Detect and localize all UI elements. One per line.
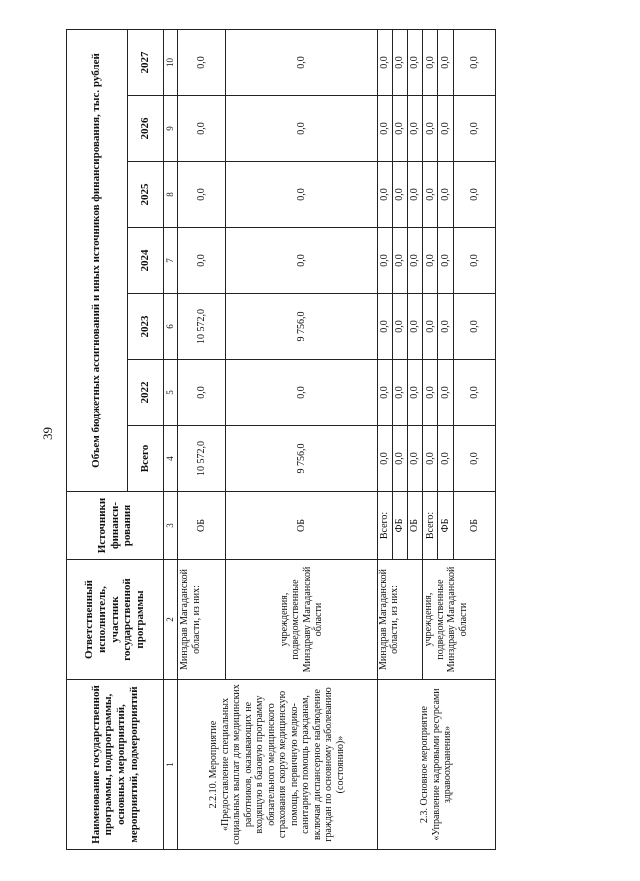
header-source: Источники финанси-рования <box>67 492 164 560</box>
value-cell: 0,0 <box>453 426 495 492</box>
value-cell: 0,0 <box>226 360 377 426</box>
value-cell: 0,0 <box>438 96 453 162</box>
header-year: 2023 <box>127 294 163 360</box>
value-cell: 0,0 <box>377 294 392 360</box>
source-cell: Всего: <box>377 492 392 560</box>
column-number: 8 <box>163 162 177 228</box>
source-cell: Всего: <box>423 492 438 560</box>
value-cell: 0,0 <box>178 29 226 95</box>
value-cell: 0,0 <box>377 29 392 95</box>
executor-cell: учреждения, подведомственные Минздраву Магаданской области <box>226 560 377 680</box>
value-cell: 0,0 <box>453 162 495 228</box>
column-number: 9 <box>163 96 177 162</box>
value-cell: 0,0 <box>453 294 495 360</box>
column-number: 10 <box>163 29 177 95</box>
value-cell: 0,0 <box>453 360 495 426</box>
value-cell: 0,0 <box>408 228 423 294</box>
value-cell: 0,0 <box>393 360 408 426</box>
source-cell: ОБ <box>408 492 423 560</box>
value-cell: 0,0 <box>423 360 438 426</box>
header-year: 2027 <box>127 29 163 95</box>
value-cell: 0,0 <box>438 162 453 228</box>
source-cell: ОБ <box>226 492 377 560</box>
value-cell: 0,0 <box>423 162 438 228</box>
value-cell: 0,0 <box>226 162 377 228</box>
value-cell: 0,0 <box>423 294 438 360</box>
value-cell: 9 756,0 <box>226 426 377 492</box>
value-cell: 0,0 <box>377 228 392 294</box>
value-cell: 0,0 <box>393 426 408 492</box>
source-cell: ФБ <box>393 492 408 560</box>
value-cell: 0,0 <box>393 29 408 95</box>
value-cell: 0,0 <box>393 228 408 294</box>
value-cell: 0,0 <box>226 228 377 294</box>
value-cell: 0,0 <box>438 426 453 492</box>
column-number: 4 <box>163 426 177 492</box>
header-funding: Объем бюджетных ассигнований и иных источников финансирования, тыс. рублей <box>67 29 128 491</box>
value-cell: 0,0 <box>423 29 438 95</box>
column-number: 5 <box>163 360 177 426</box>
executor-cell: Минздрав Магаданской области, из них: <box>377 560 422 680</box>
value-cell: 0,0 <box>453 96 495 162</box>
rotated-table-container <box>66 30 496 850</box>
value-cell: 0,0 <box>408 29 423 95</box>
funding-table <box>66 29 496 850</box>
value-cell: 10 572,0 <box>178 426 226 492</box>
header-year: 2026 <box>127 96 163 162</box>
column-number: 2 <box>163 560 177 680</box>
value-cell: 0,0 <box>438 294 453 360</box>
value-cell: 0,0 <box>423 426 438 492</box>
value-cell: 0,0 <box>178 228 226 294</box>
executor-cell: учреждения, подведомственные Минздраву Магаданской области <box>423 560 496 680</box>
value-cell: 0,0 <box>423 228 438 294</box>
value-cell: 0,0 <box>377 360 392 426</box>
value-cell: 0,0 <box>438 360 453 426</box>
row-name: 2.2.10. Мероприятие «Предоставление специальных социальных выплат для медицинских работников, оказывающих не входящую в базовую программу обязательного медицинского страхования скорую медицинскую помощь, первичную медико-санитарную помощь гражданам, включая диспансерное наблюдение граждан по основному заболеванию (состоянию)» <box>178 680 378 850</box>
value-cell: 0,0 <box>408 294 423 360</box>
page-number: 39 <box>40 427 55 440</box>
value-cell: 0,0 <box>423 96 438 162</box>
source-cell: ФБ <box>438 492 453 560</box>
value-cell: 0,0 <box>377 426 392 492</box>
column-number: 1 <box>163 680 177 850</box>
value-cell: 9 756,0 <box>226 294 377 360</box>
value-cell: 0,0 <box>408 360 423 426</box>
value-cell: 0,0 <box>377 162 392 228</box>
value-cell: 0,0 <box>408 162 423 228</box>
source-cell: ОБ <box>178 492 226 560</box>
value-cell: 0,0 <box>453 228 495 294</box>
column-number: 3 <box>163 492 177 560</box>
executor-cell: Минздрав Магаданской области, из них: <box>178 560 226 680</box>
value-cell: 0,0 <box>226 96 377 162</box>
header-year: 2024 <box>127 228 163 294</box>
header-year: 2022 <box>127 360 163 426</box>
value-cell: 0,0 <box>377 96 392 162</box>
source-cell: ОБ <box>453 492 495 560</box>
value-cell: 0,0 <box>438 29 453 95</box>
column-number: 7 <box>163 228 177 294</box>
header-year: Всего <box>127 426 163 492</box>
row-name: 2.3. Основное мероприятие «Управление кадровыми ресурсами здравоохранения» <box>377 680 495 850</box>
value-cell: 10 572,0 <box>178 294 226 360</box>
value-cell: 0,0 <box>393 162 408 228</box>
header-executor: Ответственный исполнитель, участник государственной программы <box>67 560 164 680</box>
value-cell: 0,0 <box>178 360 226 426</box>
value-cell: 0,0 <box>438 228 453 294</box>
value-cell: 0,0 <box>178 162 226 228</box>
header-name: Наименование государственной программы, подпрограммы, основных мероприятий, мероприятий, подмероприятий <box>67 680 164 850</box>
value-cell: 0,0 <box>408 426 423 492</box>
column-number: 6 <box>163 294 177 360</box>
value-cell: 0,0 <box>453 29 495 95</box>
value-cell: 0,0 <box>226 29 377 95</box>
value-cell: 0,0 <box>393 294 408 360</box>
value-cell: 0,0 <box>408 96 423 162</box>
value-cell: 0,0 <box>393 96 408 162</box>
header-year: 2025 <box>127 162 163 228</box>
value-cell: 0,0 <box>178 96 226 162</box>
